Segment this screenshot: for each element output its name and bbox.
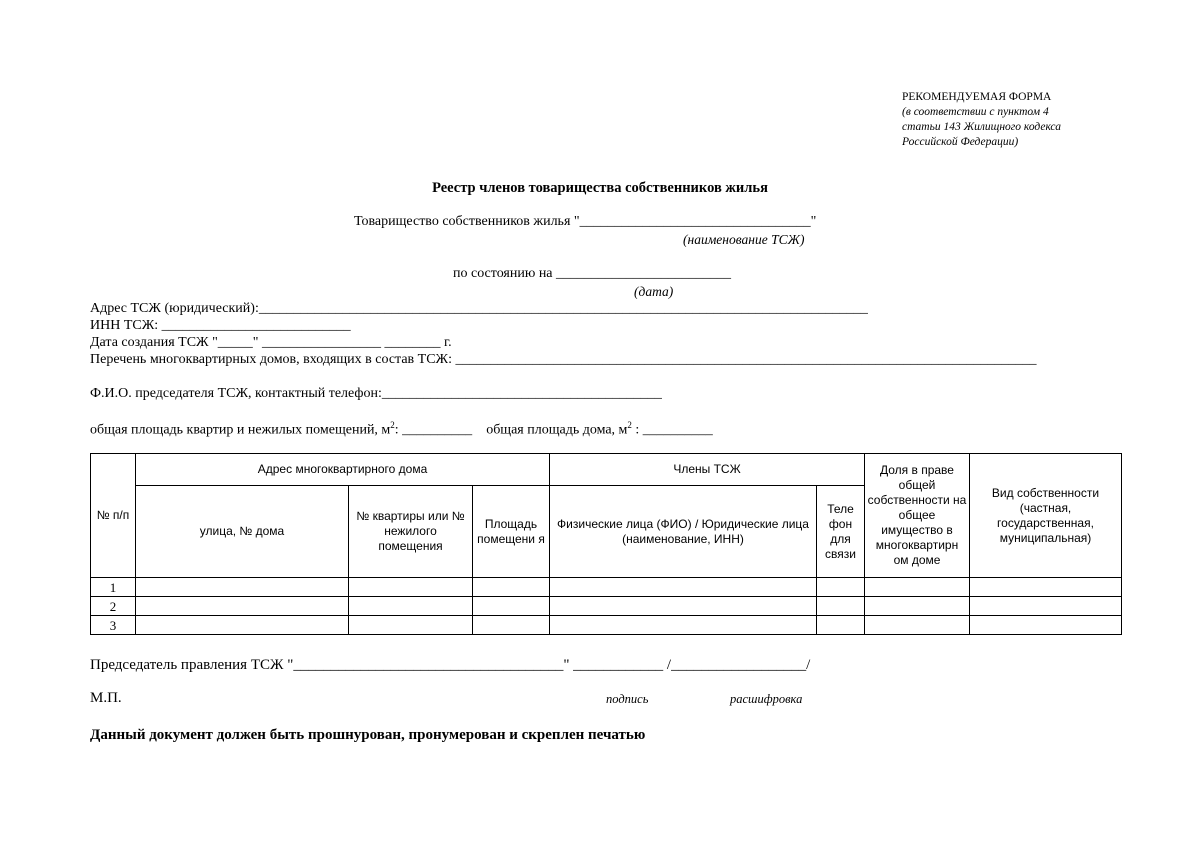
house-area-blank[interactable]: : __________	[631, 422, 713, 438]
area-header: Площадь помещени я	[473, 486, 550, 578]
address-field[interactable]: Адрес ТСЖ (юридический):_______________________________________________________________________________________	[90, 301, 868, 316]
table-cell[interactable]	[473, 578, 550, 597]
m2-superscript: 2	[627, 420, 632, 430]
table-cell[interactable]	[970, 578, 1122, 597]
row-number: 3	[91, 616, 136, 635]
as-of-label: по состоянию на	[453, 266, 553, 281]
table-cell[interactable]	[349, 597, 473, 616]
table-cell[interactable]	[550, 597, 817, 616]
legal-reference-line2: статьи 143 Жилищного кодекса	[902, 121, 1061, 133]
inn-field[interactable]: ИНН ТСЖ: ___________________________	[90, 318, 351, 333]
hoa-name-blank[interactable]: _________________________________	[579, 214, 811, 229]
table-cell[interactable]	[970, 616, 1122, 635]
table-cell[interactable]	[865, 597, 970, 616]
signature-hint: подпись	[606, 692, 649, 706]
phone-header: Теле фон для связи	[817, 486, 865, 578]
hoa-name-label: Товарищество собственников жилья "	[354, 214, 580, 229]
share-header: Доля в праве общей собственности на общее имущество в многоквартирн ом доме	[865, 454, 970, 578]
hoa-name-hint: (наименование ТСЖ)	[683, 232, 805, 247]
table-cell[interactable]	[865, 616, 970, 635]
m2-superscript: 2	[390, 420, 395, 430]
street-header: улица, № дома	[136, 486, 349, 578]
table-row	[91, 616, 1122, 635]
table-cell[interactable]	[550, 616, 817, 635]
apartments-area-blank[interactable]: : __________	[394, 422, 473, 438]
table-cell[interactable]	[817, 616, 865, 635]
table-cell[interactable]	[865, 578, 970, 597]
members-register-table	[90, 453, 1122, 635]
table-cell[interactable]	[349, 578, 473, 597]
row-number: 2	[91, 597, 136, 616]
creation-date-field[interactable]: Дата создания ТСЖ "_____" _________________ ________ г.	[90, 335, 452, 350]
apartments-area-label: общая площадь квартир и нежилых помещений, м	[90, 422, 391, 438]
chairman-contact-field[interactable]: Ф.И.О. председателя ТСЖ, контактный телефон:________________________________________	[90, 386, 662, 401]
area-line	[90, 420, 713, 439]
legal-reference-line1: (в соответствии с пунктом 4	[902, 106, 1049, 118]
address-group-header: Адрес многоквартирного дома	[136, 454, 550, 486]
as-of-hint: (дата)	[634, 284, 674, 299]
table-row	[91, 578, 1122, 597]
table-cell[interactable]	[970, 597, 1122, 616]
table-cell[interactable]	[473, 616, 550, 635]
recommended-form-note	[902, 90, 1061, 150]
document-title: Реестр членов товарищества собственников жилья	[432, 180, 768, 196]
table-cell[interactable]	[817, 597, 865, 616]
table-cell[interactable]	[349, 616, 473, 635]
table-cell[interactable]	[817, 578, 865, 597]
table-cell[interactable]	[136, 597, 349, 616]
row-number: 1	[91, 578, 136, 597]
col-number-header: № п/п	[91, 454, 136, 578]
apartment-header: № квартиры или № нежилого помещения	[349, 486, 473, 578]
houses-list-field[interactable]: Перечень многоквартирных домов, входящих в состав ТСЖ: ___________________________________________________________________________________	[90, 352, 1037, 367]
table-row	[91, 597, 1122, 616]
table-cell[interactable]	[136, 616, 349, 635]
hoa-name-line	[354, 214, 816, 230]
binding-note: Данный документ должен быть прошнурован, пронумерован и скреплен печатью	[90, 727, 646, 743]
house-area-label: общая площадь дома, м	[486, 422, 628, 438]
legal-reference-line3: Российской Федерации)	[902, 136, 1019, 148]
hoa-name-close-quote: "	[810, 214, 817, 229]
decoding-hint: расшифровка	[730, 692, 803, 706]
seal-place-label: М.П.	[90, 690, 122, 706]
table-cell[interactable]	[136, 578, 349, 597]
chairman-signature-line[interactable]: Председатель правления ТСЖ "____________________________________" ____________ /__________________/	[90, 657, 811, 673]
table-cell[interactable]	[473, 597, 550, 616]
recommended-form-title: РЕКОМЕНДУЕМАЯ ФОРМА	[902, 91, 1052, 103]
as-of-line	[453, 266, 731, 282]
ownership-type-header: Вид собственности (частная, государственная, муниципальная)	[970, 454, 1122, 578]
as-of-date-blank[interactable]: _________________________	[556, 266, 732, 281]
members-group-header: Члены ТСЖ	[550, 454, 865, 486]
table-cell[interactable]	[550, 578, 817, 597]
persons-header: Физические лица (ФИО) / Юридические лица (наименование, ИНН)	[550, 486, 817, 578]
